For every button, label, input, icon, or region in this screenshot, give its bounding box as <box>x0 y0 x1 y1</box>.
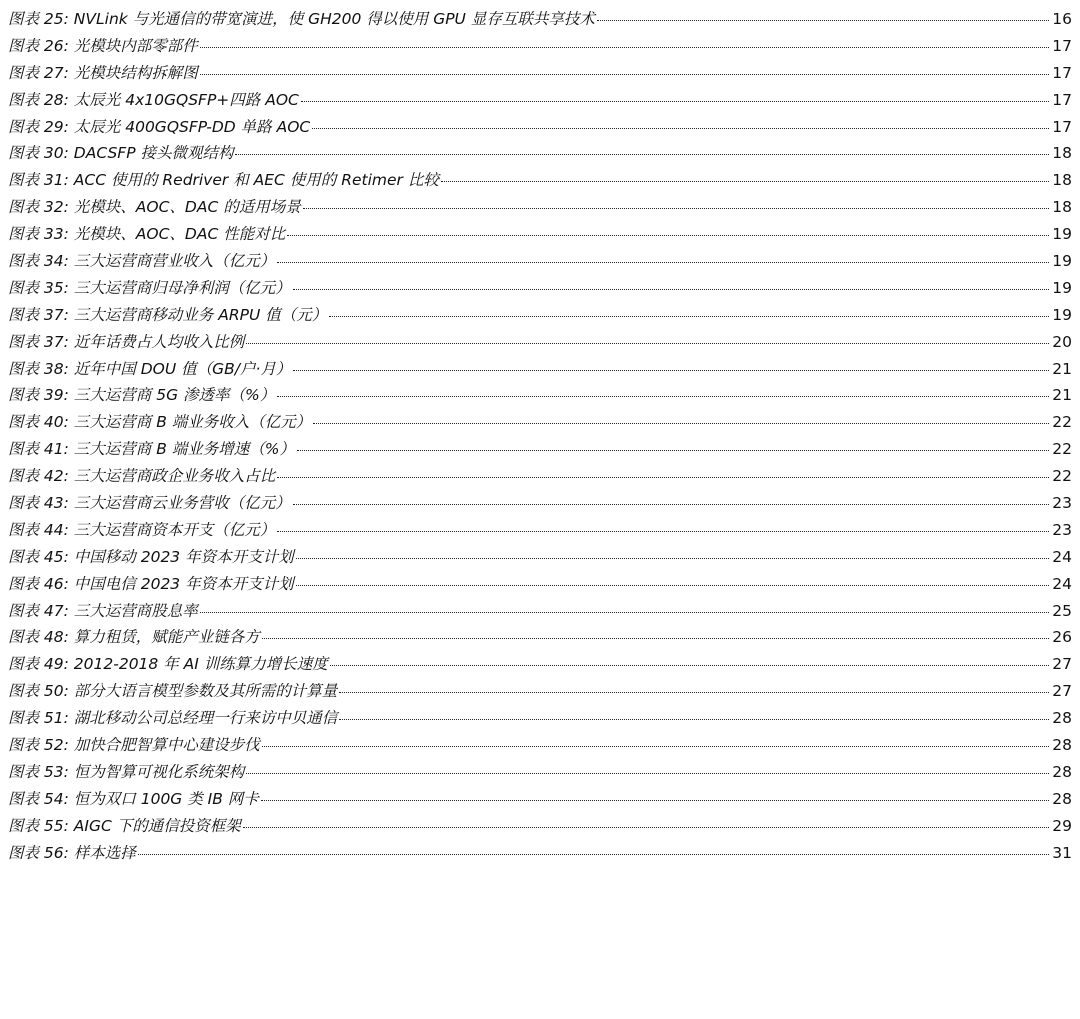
toc-entry-page: 18 <box>1052 198 1072 217</box>
figure-index-list <box>8 7 1072 868</box>
toc-entry[interactable] <box>8 410 1072 437</box>
dot-leader <box>303 208 1049 209</box>
toc-entry[interactable] <box>8 760 1072 787</box>
toc-entry[interactable] <box>8 276 1072 303</box>
dot-leader <box>312 128 1049 129</box>
dot-leader <box>262 638 1049 639</box>
toc-entry-label: 图表 48: 算力租赁，赋能产业链各方 <box>8 628 260 647</box>
toc-entry[interactable] <box>8 115 1072 142</box>
dot-leader <box>597 20 1049 21</box>
dot-leader <box>243 827 1049 828</box>
toc-entry-label: 图表 31: ACC 使用的 Redriver 和 AEC 使用的 Retimer 比较 <box>8 171 439 190</box>
dot-leader <box>296 558 1049 559</box>
dot-leader <box>277 396 1049 397</box>
toc-entry-page: 19 <box>1052 252 1072 271</box>
toc-entry-label: 图表 32: 光模块、AOC、DAC 的适用场景 <box>8 198 301 217</box>
toc-entry-page: 22 <box>1052 413 1072 432</box>
toc-entry-label: 图表 34: 三大运营商营业收入（亿元） <box>8 252 276 271</box>
toc-entry-page: 22 <box>1052 440 1072 459</box>
toc-entry[interactable] <box>8 303 1072 330</box>
toc-entry-page: 28 <box>1052 762 1072 781</box>
dot-leader <box>297 450 1049 451</box>
toc-entry[interactable] <box>8 141 1072 168</box>
toc-entry[interactable] <box>8 841 1072 868</box>
toc-entry-page: 28 <box>1052 736 1072 755</box>
toc-entry-label: 图表 41: 三大运营商 B 端业务增速（%） <box>8 440 296 459</box>
toc-entry-label: 图表 39: 三大运营商 5G 渗透率（%） <box>8 386 276 405</box>
dot-leader <box>138 854 1049 855</box>
dot-leader <box>277 531 1049 532</box>
toc-entry[interactable] <box>8 88 1072 115</box>
toc-entry-label: 图表 51: 湖北移动公司总经理一行来访中贝通信 <box>8 709 338 728</box>
dot-leader <box>261 800 1049 801</box>
toc-entry-label: 图表 29: 太辰光 400GQSFP-DD 单路 AOC <box>8 117 311 136</box>
toc-entry-page: 17 <box>1052 36 1072 55</box>
toc-entry[interactable] <box>8 61 1072 88</box>
toc-entry[interactable] <box>8 222 1072 249</box>
toc-entry-label: 图表 49: 2012-2018 年 AI 训练算力增长速度 <box>8 655 328 674</box>
toc-entry-label: 图表 47: 三大运营商股息率 <box>8 601 198 620</box>
toc-entry-page: 19 <box>1052 305 1072 324</box>
toc-entry[interactable] <box>8 787 1072 814</box>
toc-entry-page: 17 <box>1052 90 1072 109</box>
toc-entry[interactable] <box>8 330 1072 357</box>
toc-entry-page: 28 <box>1052 709 1072 728</box>
toc-entry[interactable] <box>8 679 1072 706</box>
dot-leader <box>262 746 1049 747</box>
toc-entry-page: 19 <box>1052 278 1072 297</box>
toc-entry[interactable] <box>8 733 1072 760</box>
dot-leader <box>287 235 1049 236</box>
toc-entry[interactable] <box>8 168 1072 195</box>
toc-entry-label: 图表 46: 中国电信 2023 年资本开支计划 <box>8 574 294 593</box>
dot-leader <box>200 612 1049 613</box>
toc-entry[interactable] <box>8 518 1072 545</box>
dot-leader <box>301 101 1049 102</box>
toc-entry-label: 图表 52: 加快合肥智算中心建设步伐 <box>8 736 260 755</box>
toc-entry-label: 图表 43: 三大运营商云业务营收（亿元） <box>8 494 291 513</box>
toc-entry[interactable] <box>8 383 1072 410</box>
toc-entry-page: 24 <box>1052 547 1072 566</box>
toc-entry-label: 图表 50: 部分大语言模型参数及其所需的计算量 <box>8 682 338 701</box>
dot-leader <box>293 289 1049 290</box>
toc-entry-label: 图表 45: 中国移动 2023 年资本开支计划 <box>8 547 294 566</box>
toc-entry[interactable] <box>8 7 1072 34</box>
dot-leader <box>329 316 1049 317</box>
toc-entry-page: 23 <box>1052 520 1072 539</box>
dot-leader <box>441 181 1049 182</box>
toc-entry-page: 27 <box>1052 682 1072 701</box>
dot-leader <box>339 719 1049 720</box>
toc-entry-page: 18 <box>1052 171 1072 190</box>
toc-entry-page: 21 <box>1052 359 1072 378</box>
toc-entry-label: 图表 54: 恒为双口 100G 类 IB 网卡 <box>8 789 259 808</box>
toc-entry[interactable] <box>8 249 1072 276</box>
toc-entry-label: 图表 38: 近年中国 DOU 值（GB/户·月） <box>8 359 292 378</box>
toc-entry[interactable] <box>8 545 1072 572</box>
toc-entry[interactable] <box>8 437 1072 464</box>
toc-entry-label: 图表 40: 三大运营商 B 端业务收入（亿元） <box>8 413 312 432</box>
toc-entry-label: 图表 25: NVLink 与光通信的带宽演进，使 GH200 得以使用 GPU 显存互联共享技术 <box>8 10 595 28</box>
toc-entry-page: 21 <box>1052 386 1072 405</box>
toc-entry-page: 27 <box>1052 655 1072 674</box>
toc-entry-page: 22 <box>1052 467 1072 486</box>
toc-entry-label: 图表 28: 太辰光 4x10GQSFP+四路 AOC <box>8 90 299 109</box>
toc-entry-label: 图表 56: 样本选择 <box>8 843 136 862</box>
toc-entry[interactable] <box>8 357 1072 384</box>
dot-leader <box>313 423 1049 424</box>
toc-entry-page: 24 <box>1052 574 1072 593</box>
toc-entry-page: 19 <box>1052 225 1072 244</box>
toc-entry-page: 23 <box>1052 494 1072 513</box>
toc-entry[interactable] <box>8 599 1072 626</box>
toc-entry-label: 图表 37: 近年话费占人均收入比例 <box>8 332 245 351</box>
dot-leader <box>246 773 1049 774</box>
toc-entry-label: 图表 33: 光模块、AOC、DAC 性能对比 <box>8 225 286 244</box>
toc-entry-label: 图表 53: 恒为智算可视化系统架构 <box>8 762 245 781</box>
toc-entry-page: 28 <box>1052 789 1072 808</box>
toc-entry[interactable] <box>8 464 1072 491</box>
toc-entry[interactable] <box>8 572 1072 599</box>
dot-leader <box>277 262 1049 263</box>
toc-entry-label: 图表 35: 三大运营商归母净利润（亿元） <box>8 278 291 297</box>
toc-entry[interactable] <box>8 34 1072 61</box>
toc-entry[interactable] <box>8 195 1072 222</box>
toc-entry-page: 17 <box>1052 63 1072 82</box>
dot-leader <box>200 74 1049 75</box>
toc-entry-label: 图表 37: 三大运营商移动业务 ARPU 值（元） <box>8 305 328 324</box>
toc-entry-label: 图表 26: 光模块内部零部件 <box>8 36 198 55</box>
toc-entry[interactable] <box>8 625 1072 652</box>
dot-leader <box>200 47 1049 48</box>
toc-entry[interactable] <box>8 706 1072 733</box>
dot-leader <box>296 585 1049 586</box>
toc-entry-label: 图表 44: 三大运营商资本开支（亿元） <box>8 520 276 539</box>
toc-entry-page: 17 <box>1052 117 1072 136</box>
toc-entry-page: 26 <box>1052 628 1072 647</box>
toc-entry-page: 20 <box>1052 332 1072 351</box>
toc-entry-page: 25 <box>1052 601 1072 620</box>
toc-entry-label: 图表 27: 光模块结构拆解图 <box>8 63 198 82</box>
dot-leader <box>246 343 1049 344</box>
toc-entry-label: 图表 42: 三大运营商政企业务收入占比 <box>8 467 276 486</box>
dot-leader <box>235 154 1049 155</box>
toc-entry[interactable] <box>8 491 1072 518</box>
toc-entry-page: 31 <box>1052 843 1072 862</box>
dot-leader <box>277 477 1049 478</box>
toc-entry-page: 29 <box>1052 816 1072 835</box>
dot-leader <box>293 370 1049 371</box>
toc-entry-label: 图表 55: AIGC 下的通信投资框架 <box>8 816 241 835</box>
dot-leader <box>293 504 1049 505</box>
toc-entry[interactable] <box>8 652 1072 679</box>
toc-entry-page: 18 <box>1052 144 1072 163</box>
dot-leader <box>330 665 1049 666</box>
toc-entry[interactable] <box>8 814 1072 841</box>
toc-entry-page: 16 <box>1052 10 1072 28</box>
dot-leader <box>339 692 1049 693</box>
toc-entry-label: 图表 30: DACSFP 接头微观结构 <box>8 144 234 163</box>
